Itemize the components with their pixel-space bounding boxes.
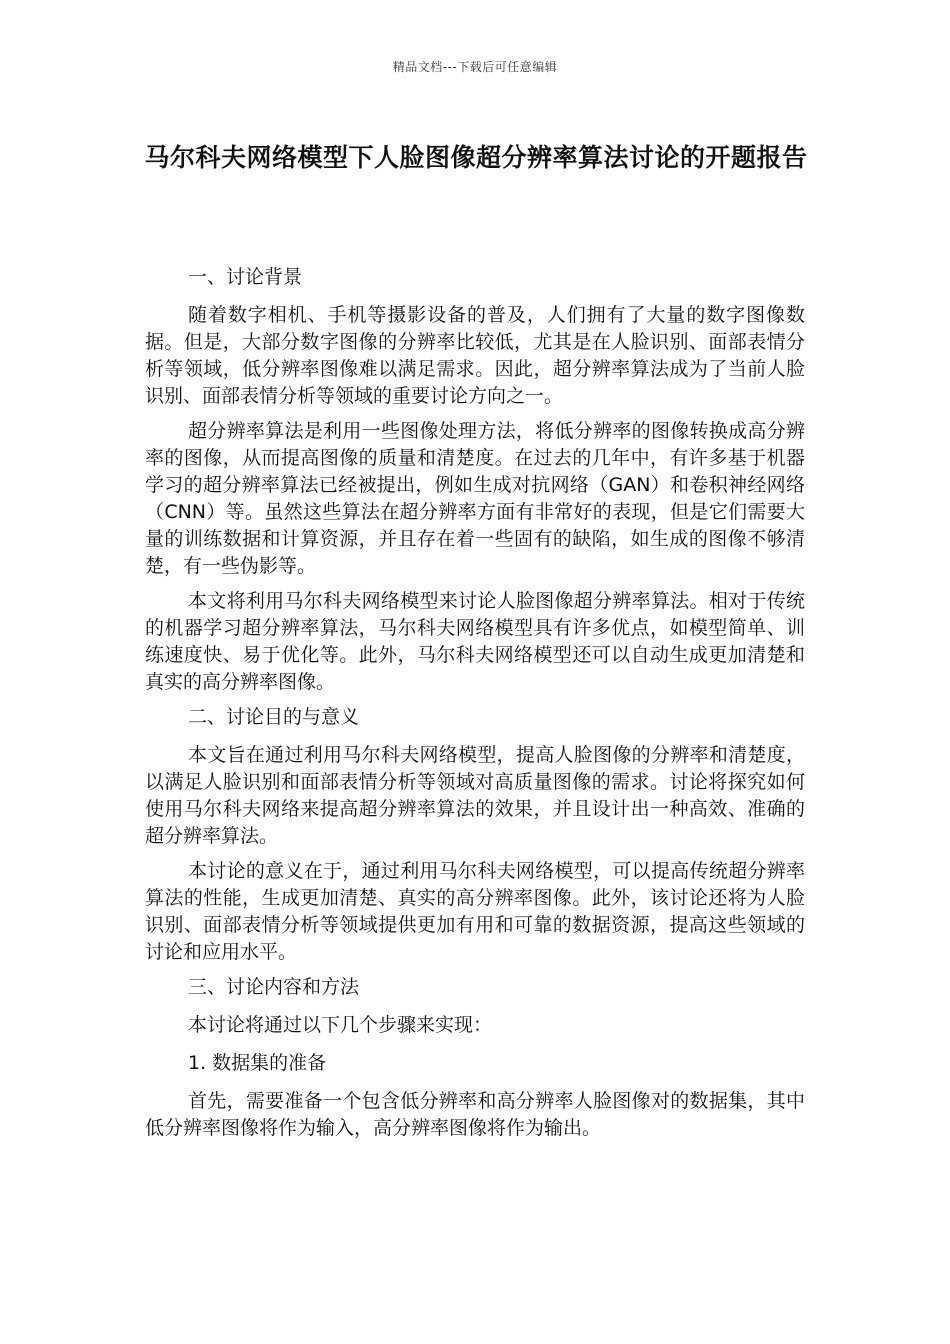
section-heading-methods: 三、讨论内容和方法 bbox=[188, 976, 360, 998]
document-title: 马尔科夫网络模型下人脸图像超分辨率算法讨论的开题报告 bbox=[144, 143, 808, 172]
section-heading-background: 一、讨论背景 bbox=[188, 266, 303, 288]
subsection-heading-dataset: 1. 数据集的准备 bbox=[188, 1052, 327, 1074]
paragraph: 本讨论将通过以下几个步骤来实现： bbox=[188, 1014, 493, 1036]
document-body bbox=[145, 264, 805, 1150]
paragraph: 随着数字相机、手机等摄影设备的普及，人们拥有了大量的数字图像数据。但是，大部分数字图像的分辨率比较低，尤其是在人脸识别、面部表情分析等领域，低分辨率图像难以满足需求。因此，超分辨率算法成为了当前人脸识别、面部表情分析等领域的重要讨论方向之一。 bbox=[145, 304, 805, 407]
paragraph: 超分辨率算法是利用一些图像处理方法，将低分辨率的图像转换成高分辨率的图像，从而提高图像的质量和清楚度。在过去的几年中，有许多基于机器学习的超分辨率算法已经被提出，例如生成对抗网络（GAN）和卷积神经网络（CNN）等。虽然这些算法在超分辨率方面有非常好的表现，但是它们需要大量的训练数据和计算资源，并且存在着一些固有的缺陷，如生成的图像不够清楚，有一些伪影等。 bbox=[145, 420, 805, 577]
paragraph: 本文将利用马尔科夫网络模型来讨论人脸图像超分辨率算法。相对于传统的机器学习超分辨率算法，马尔科夫网络模型具有许多优点，如模型简单、训练速度快、易于优化等。此外，马尔科夫网络模型还可以自动生成更加清楚和真实的高分辨率图像。 bbox=[145, 590, 805, 693]
header-note: 精品文档---下载后可任意编辑 bbox=[392, 60, 558, 74]
paragraph: 本文旨在通过利用马尔科夫网络模型，提高人脸图像的分辨率和清楚度，以满足人脸识别和面部表情分析等领域对高质量图像的需求。讨论将探究如何使用马尔科夫网络来提高超分辨率算法的效果，并且设计出一种高效、准确的超分辨率算法。 bbox=[145, 744, 805, 847]
paragraph: 本讨论的意义在于，通过利用马尔科夫网络模型，可以提高传统超分辨率算法的性能，生成更加清楚、真实的高分辨率图像。此外，该讨论还将为人脸识别、面部表情分析等领域提供更加有用和可靠的数据资源，提高这些领域的讨论和应用水平。 bbox=[145, 860, 805, 963]
paragraph: 首先，需要准备一个包含低分辨率和高分辨率人脸图像对的数据集，其中低分辨率图像将作为输入，高分辨率图像将作为输出。 bbox=[145, 1090, 805, 1139]
section-heading-purpose: 二、讨论目的与意义 bbox=[188, 706, 360, 728]
